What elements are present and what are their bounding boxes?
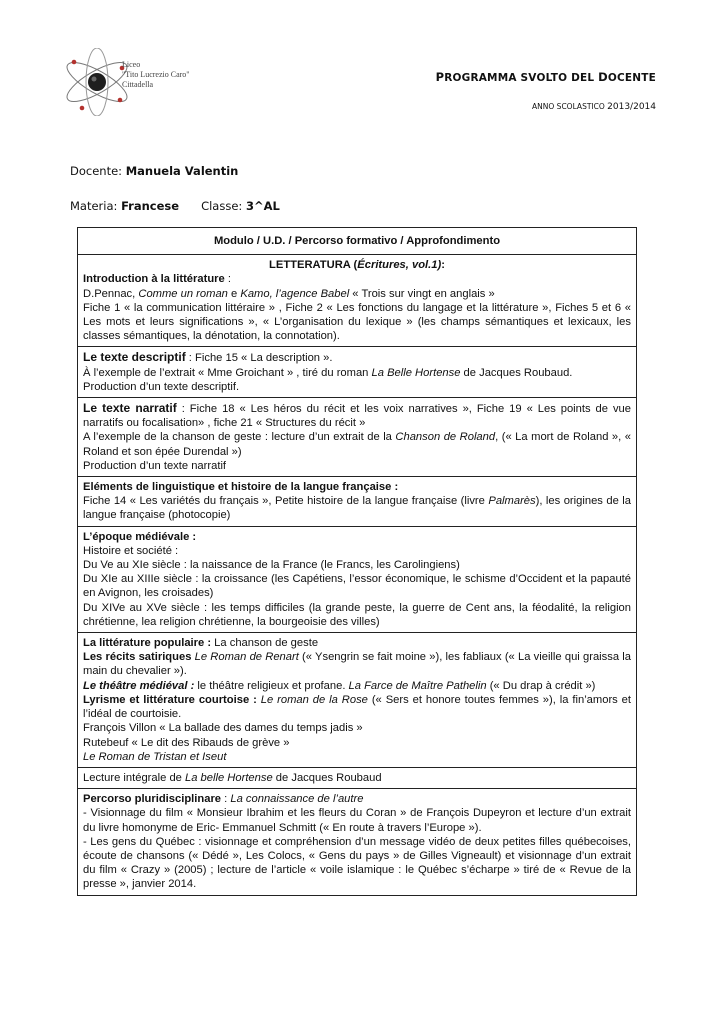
materia-line — [70, 199, 280, 213]
narratif-line-1 — [83, 401, 631, 430]
letteratura-title-b: Écritures, vol.1) — [357, 259, 442, 272]
table-row — [78, 477, 637, 527]
title-initial-p: P — [435, 70, 445, 84]
table-row — [78, 398, 637, 477]
lyrisme-label: Lyrisme et littérature courtoise : — [83, 693, 257, 706]
medievale-line-1: Histoire et société : — [83, 544, 179, 557]
table-row — [78, 789, 637, 895]
table-header: Modulo / U.D. / Percorso formativo / Approfondimento — [78, 228, 637, 255]
materia-value: Francese — [121, 199, 180, 213]
descriptif-a: À l’exemple de l’extrait « Mme Groichant » , tiré du roman — [83, 366, 372, 379]
descriptif-line-3: Production d’un texte descriptif. — [83, 380, 240, 393]
populaire-rest: La chanson de geste — [211, 637, 319, 650]
year-value: 2013/2014 — [607, 102, 656, 112]
narratif-line-3: Production d’un texte narratif — [83, 459, 227, 472]
pluri-line-1 — [83, 792, 631, 806]
satiriques-b: Le Roman de Renart — [194, 651, 299, 664]
satiriques-c: (« Ysengrin se fait moine »), les fabliaux (« La vieille qui graissa la main du chevalier »). — [83, 651, 631, 678]
populaire-line-1 — [83, 636, 631, 650]
theatre-line — [83, 679, 631, 693]
pennac-c: e — [227, 287, 241, 300]
satiriques-label: Les récits satiriques — [83, 651, 192, 664]
table-row — [78, 767, 637, 788]
pluri-line-2: - Visionnage du film « Monsieur Ibrahim et les fleurs du Coran » de François Dupeyron et lecture d’un extrait du livre homonyme de Eric- Emmanuel Schmitt (« En route à travers l’Europe »). — [83, 807, 631, 834]
theatre-label: Le théâtre médiéval : — [83, 679, 195, 692]
table-row — [78, 633, 637, 768]
descriptif-label: Le texte descriptif — [83, 350, 186, 365]
docente-line — [70, 164, 238, 178]
pennac-a: D.Pennac, — [83, 287, 139, 300]
classe-label: Classe: — [201, 199, 243, 213]
medievale-cell — [78, 526, 637, 632]
document-title — [436, 70, 656, 84]
linguistique-c: ), les origines de la langue française (photocopie) — [83, 495, 631, 522]
program-table — [77, 227, 637, 896]
descriptif-line-1 — [83, 350, 631, 365]
linguistique-line-2 — [83, 494, 631, 522]
descriptif-line-2 — [83, 366, 631, 380]
logo-line-3: Cittadella — [122, 80, 154, 89]
rutebeuf-line: Rutebeuf « Le dit des Ribauds de grève » — [83, 736, 290, 749]
pluri-line-3: - Les gens du Québec : visionnage et compréhension d’un message vidéo de deux petites filles québecoises, écoute de chansons (« Dédé », Les Colocs, « Gens du pays » de Gilles Vigneault) et visionnage d’un extrait du film « Crazy » (2005) ; lecture de l’article « voile islamique : le Québec s’écharpe » tiré de « Revue de la presse », janvier 2014. — [83, 835, 631, 891]
linguistique-a: Fiche 14 « Les variétés du français », Petite histoire de la langue française (livre — [83, 495, 489, 508]
pennac-e: « Trois sur vingt en anglais » — [349, 287, 495, 300]
docente-label: Docente: — [70, 164, 123, 178]
narratif-a: A l’exemple de la chanson de geste : lecture d’un extrait de la — [83, 431, 396, 444]
table-row — [78, 526, 637, 632]
villon-line: François Villon « La ballade des dames du temps jadis » — [83, 722, 363, 735]
descriptif-c: de Jacques Roubaud. — [460, 366, 573, 379]
descriptif-cell — [78, 347, 637, 398]
letteratura-cell — [78, 255, 637, 347]
pluri-label: Percorso pluridisciplinare — [83, 793, 222, 806]
theatre-b: La Farce de Maître Pathelin — [348, 679, 487, 692]
pluridisciplinare-cell — [78, 789, 637, 895]
lyrisme-b: Le roman de la Rose — [260, 693, 368, 706]
narratif-c: , (« La mort de Roland », « Roland et son épée Durendal ») — [83, 431, 631, 458]
narratif-line-2 — [83, 430, 631, 458]
linguistique-cell — [78, 477, 637, 527]
table-row — [78, 347, 637, 398]
pluri-a: : — [221, 793, 231, 806]
medievale-line-3: Du XIe au XIIIe siècle : la croissance (les Capétiens, l’essor économique, le schisme d’Occident et la papauté en Avignon, les croisades) — [83, 573, 631, 600]
satiriques-line — [83, 650, 631, 678]
title-initial-d: D — [598, 70, 608, 84]
classe-value: 3^AL — [245, 199, 280, 213]
medievale-line-2: Du Ve au XIe siècle : la naissance de la France (le Francs, les Carolingiens) — [83, 559, 460, 572]
intro-colon: : — [224, 273, 231, 286]
lecture-b: La belle Hortense — [185, 771, 273, 784]
pluri-b: La connaissance de l’autre — [230, 793, 364, 806]
pennac-b: Comme un roman — [138, 287, 228, 300]
letteratura-title-c: : — [441, 259, 445, 272]
logo-line-2: "Tito Lucrezio Caro" — [122, 70, 190, 79]
school-year — [532, 102, 656, 112]
lecture-line — [83, 771, 631, 785]
pennac-line — [83, 287, 631, 301]
lecture-c: de Jacques Roubaud — [272, 771, 382, 784]
tristan-line: Le Roman de Tristan et Iseut — [83, 750, 227, 763]
materia-label: Materia: — [70, 199, 118, 213]
populaire-label: La littérature populaire : — [83, 637, 212, 650]
narratif-rest: : Fiche 18 « Les héros du récit et les voix narratives », Fiche 19 « Les points de vue narratifs ou focalisation» , fiche 21 « Structures du récit » — [83, 403, 631, 430]
table-header-row — [78, 228, 637, 255]
fiches-line: Fiche 1 « la communication littéraire » , Fiche 2 « Les fonctions du langage et la littérature », Fiches 5 et 6 « Les mots et leurs significations », « L’organisation du lexique » (les champs sémantiques et lexicaux, les classes sémantiques, la dénotation, la connotation). — [83, 301, 631, 343]
linguistique-label: Eléments de linguistique et histoire de la langue française : — [83, 481, 399, 494]
lyrisme-line — [83, 693, 631, 721]
lecture-integrale-cell — [78, 767, 637, 788]
letteratura-title-a: LETTERATURA ( — [269, 259, 358, 272]
title-part-1: ROGRAMMA SVOLTO DEL — [444, 72, 599, 84]
logo-line-1: Liceo — [122, 60, 141, 69]
table-row — [78, 255, 637, 347]
narratif-b: Chanson de Roland — [395, 431, 496, 444]
linguistique-b: Palmarès — [488, 495, 536, 508]
letteratura-title — [83, 258, 631, 272]
descriptif-rest: : Fiche 15 « La description ». — [185, 352, 333, 365]
medievale-label: L’époque médiévale : — [83, 530, 197, 543]
intro-line — [83, 272, 631, 286]
logo-text — [122, 60, 190, 90]
narratif-label: Le texte narratif — [83, 401, 177, 416]
intro-label: Introduction à la littérature — [83, 273, 225, 286]
litterature-populaire-cell — [78, 633, 637, 768]
theatre-c: (« Du drap à crédit ») — [486, 679, 596, 692]
medievale-line-4: Du XIVe au XVe siècle : les temps difficiles (la grande peste, la guerre de Cent ans, la féodalité, la religion chrétienne, lea religion chrétienne, la bourgeoisie des villes) — [83, 601, 631, 628]
narratif-cell — [78, 398, 637, 477]
theatre-a: le théâtre religieux et profane. — [194, 679, 349, 692]
pennac-d: Kamo, l’agence Babel — [240, 287, 350, 300]
title-part-2: OCENTE — [607, 72, 656, 84]
lecture-a: Lecture intégrale de — [83, 771, 185, 784]
year-label: ANNO SCOLASTICO — [532, 102, 605, 111]
docente-value: Manuela Valentin — [125, 164, 239, 178]
lyrisme-c: (« Sers et honore toutes femmes »), la fin’amors et l’idéal de courtoisie. — [83, 693, 632, 721]
descriptif-b: La Belle Hortense — [371, 366, 461, 379]
